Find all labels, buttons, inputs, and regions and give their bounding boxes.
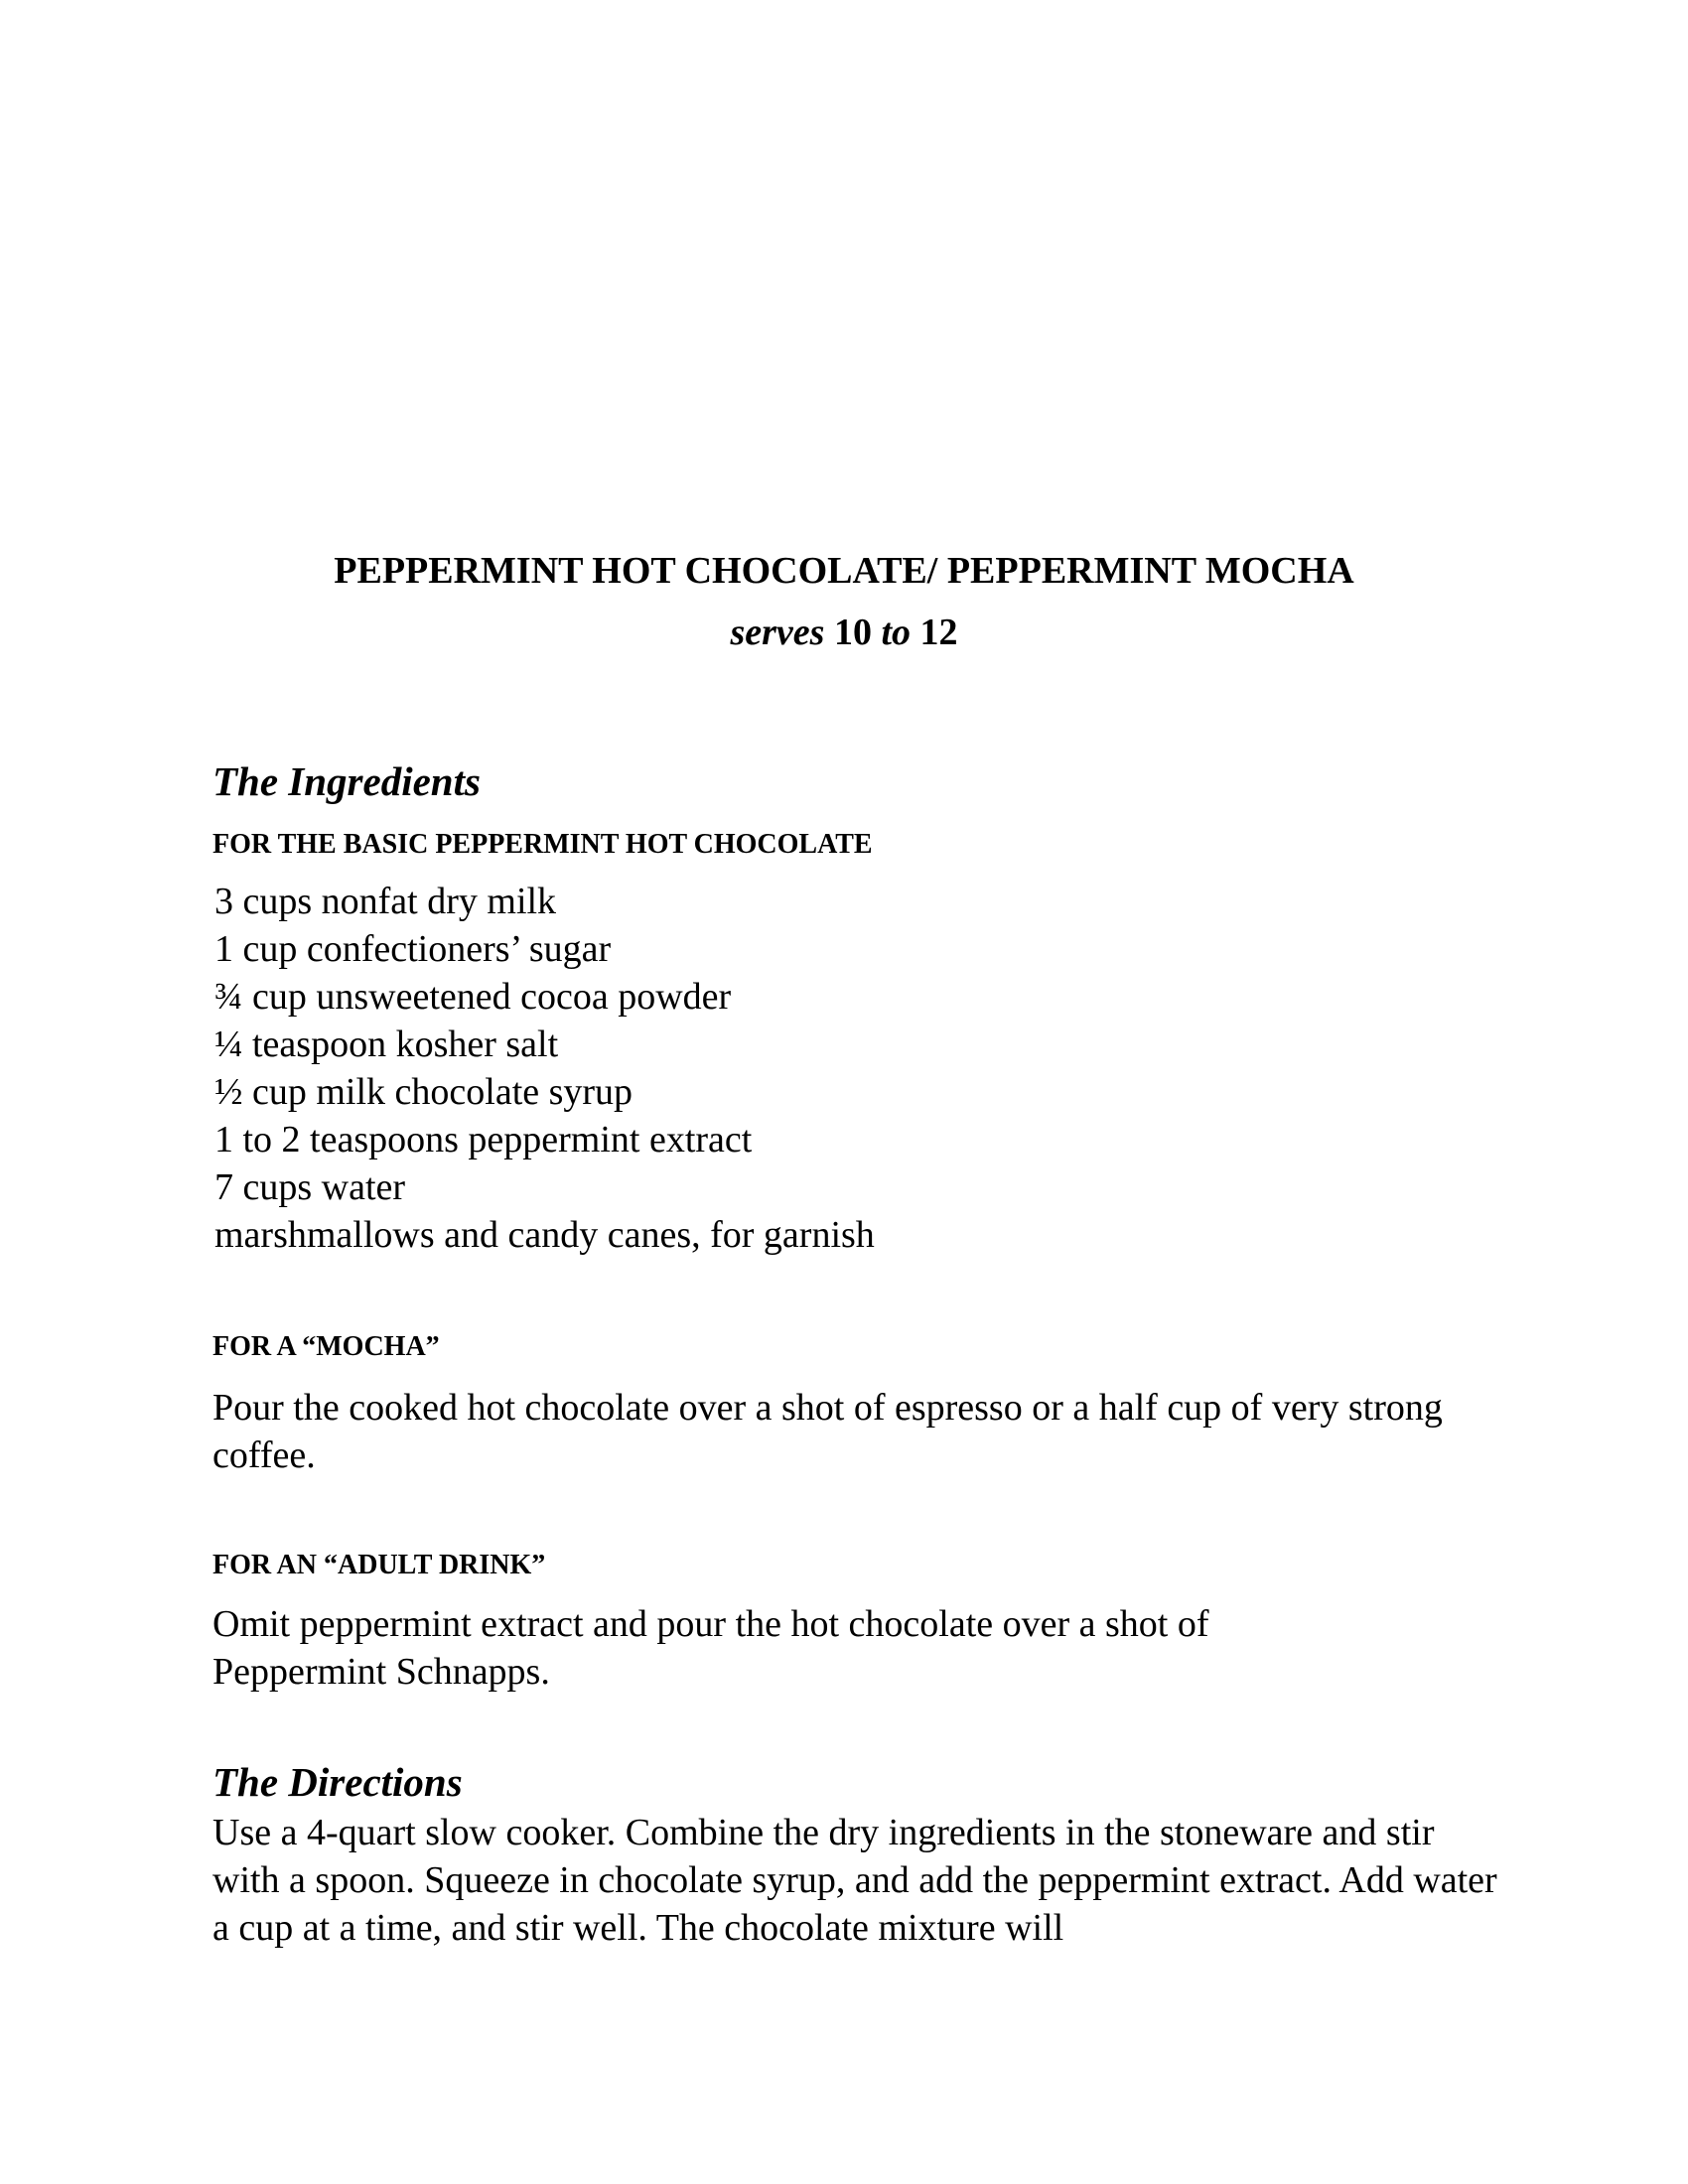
basic-hot-chocolate-subheading: FOR THE BASIC PEPPERMINT HOT CHOCOLATE [212, 829, 873, 860]
ingredients-heading-block [212, 756, 1503, 806]
adult-drink-instructions: Omit peppermint extract and pour the hot chocolate over a shot of Peppermint Schnapps. [212, 1603, 1209, 1693]
adult-drink-subheading: FOR AN “ADULT DRINK” [212, 1550, 546, 1580]
directions-text-block [212, 1809, 1503, 1952]
basic-subheading-block [212, 828, 1503, 862]
ingredient-item: ¼ teaspoon kosher salt [214, 1024, 559, 1065]
directions-text: Use a 4-quart slow cooker. Combine the dry ingredients in the stoneware and stir with a spoon. Squeeze in chocolate syrup, and add the peppermint extract. Add water a cup at a time, and stir well. The chocolate mixture will [212, 1812, 1497, 1949]
ingredient-list-block [214, 878, 1505, 1259]
mocha-subheading-block [212, 1330, 1503, 1364]
adult-text-block [212, 1600, 1344, 1696]
serves-min: 10 [833, 612, 872, 653]
serves-word: serves [730, 612, 825, 653]
directions-heading: The Directions [212, 1759, 463, 1805]
serves-to-word: to [881, 612, 912, 653]
ingredient-item: ½ cup milk chocolate syrup [214, 1071, 633, 1113]
ingredient-item: 1 to 2 teaspoons peppermint extract [214, 1119, 753, 1160]
mocha-text-block [212, 1384, 1493, 1479]
ingredient-item: 3 cups nonfat dry milk [214, 881, 557, 922]
ingredient-item: 7 cups water [214, 1166, 406, 1208]
ingredient-list [214, 878, 1505, 1259]
recipe-title: PEPPERMINT HOT CHOCOLATE/ PEPPERMINT MOCHA [334, 550, 1354, 592]
ingredient-item: 1 cup confectioners’ sugar [214, 928, 612, 970]
ingredients-heading: The Ingredients [212, 758, 481, 804]
adult-subheading-block [212, 1549, 1503, 1582]
ingredient-item: ¾ cup unsweetened cocoa powder [214, 976, 732, 1018]
serves-max: 12 [919, 612, 958, 653]
directions-heading-block [212, 1757, 1503, 1807]
mocha-subheading: FOR A “MOCHA” [212, 1331, 440, 1362]
servings-line [0, 610, 1688, 655]
mocha-instructions: Pour the cooked hot chocolate over a shot of espresso or a half cup of very strong coffee. [212, 1387, 1443, 1476]
ingredient-item: marshmallows and candy canes, for garnish [214, 1214, 875, 1256]
